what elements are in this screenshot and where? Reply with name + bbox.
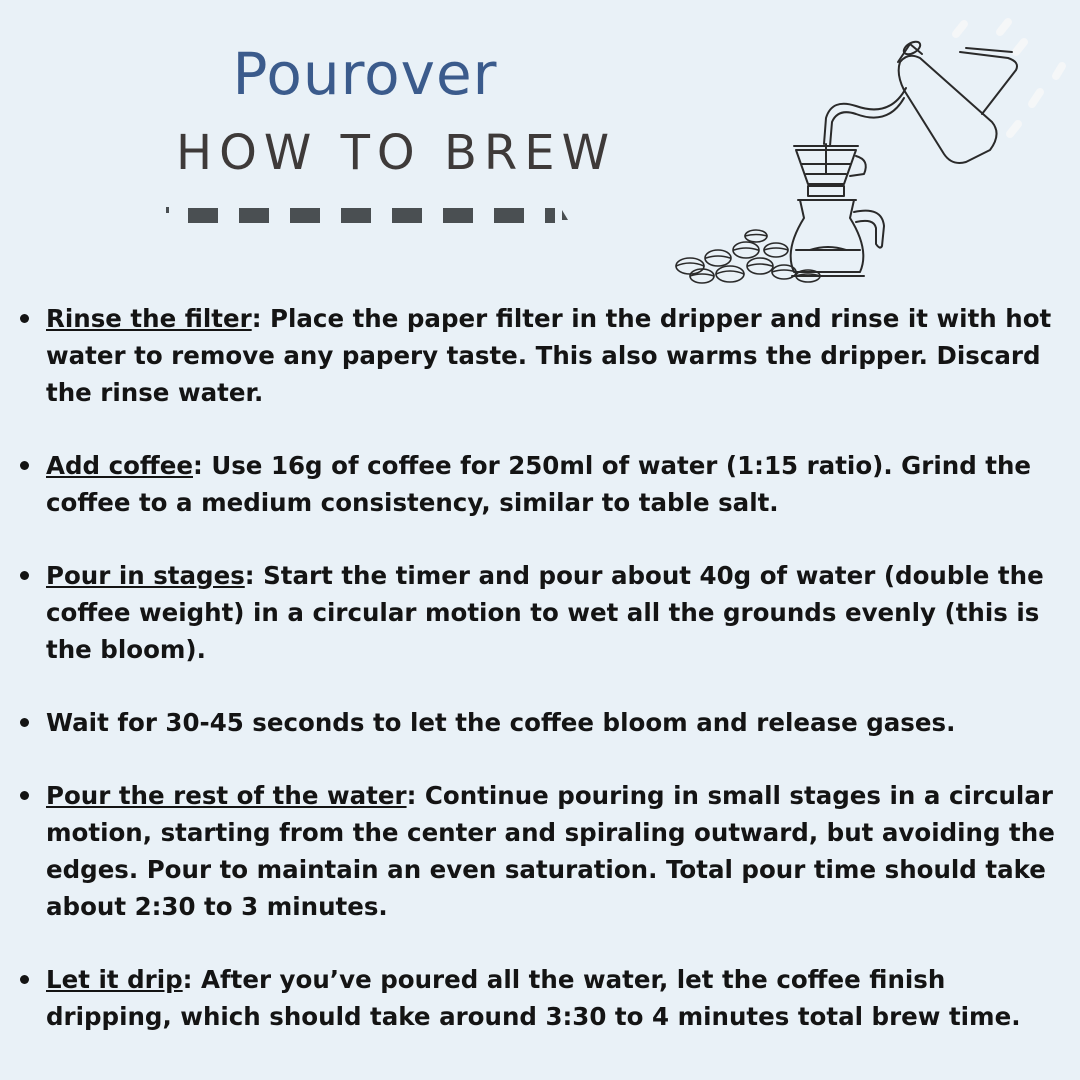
- step-separator: :: [193, 451, 212, 480]
- list-item: [18, 447, 1068, 521]
- bullet-icon: [20, 314, 29, 323]
- dashed-divider: [166, 204, 576, 228]
- page-title: Pourover: [232, 40, 498, 108]
- step-text: Start the timer and pour about 40g of water (double the coffee weight) in a circular motion to wet all the grounds evenly (this is the bloom).: [46, 561, 1044, 664]
- bullet-icon: [20, 791, 29, 800]
- list-item: [18, 961, 1068, 1035]
- step-title: Add coffee: [46, 451, 193, 480]
- step-text: Wait for 30-45 seconds to let the coffee bloom and release gases.: [46, 708, 956, 737]
- step-title: Pour in stages: [46, 561, 245, 590]
- step-text: Place the paper filter in the dripper and rinse it with hot water to remove any papery taste. This also warms the dripper. Discard the rinse water.: [46, 304, 1052, 407]
- step-separator: :: [182, 965, 201, 994]
- list-item: [18, 300, 1068, 411]
- step-text: Continue pouring in small stages in a circular motion, starting from the center and spiraling outward, but avoiding the edges. Pour to maintain an even saturation. Total pour time should take about 2:30 to 3 minutes.: [46, 781, 1055, 921]
- bullet-icon: [20, 571, 29, 580]
- bullet-icon: [20, 975, 29, 984]
- bullet-icon: [20, 718, 29, 727]
- page-subtitle: HOW TO BREW: [176, 125, 617, 181]
- step-title: Rinse the filter: [46, 304, 252, 333]
- step-title: Let it drip: [46, 965, 183, 994]
- brew-steps-list: [18, 300, 1068, 1071]
- step-separator: :: [251, 304, 271, 333]
- list-item: [18, 777, 1068, 925]
- list-item: [18, 557, 1068, 668]
- step-text: After you’ve poured all the water, let the coffee finish dripping, which should take around 3:30 to 4 minutes total brew time.: [46, 965, 1021, 1031]
- list-item: [18, 704, 1068, 741]
- pourover-kettle-dripper-beans-icon: [660, 14, 1072, 286]
- step-separator: :: [244, 561, 264, 590]
- step-text: Use 16g of coffee for 250ml of water (1:15 ratio). Grind the coffee to a medium consistency, similar to table salt.: [46, 451, 1032, 517]
- bullet-icon: [20, 461, 29, 470]
- step-separator: :: [406, 781, 425, 810]
- step-title: Pour the rest of the water: [46, 781, 407, 810]
